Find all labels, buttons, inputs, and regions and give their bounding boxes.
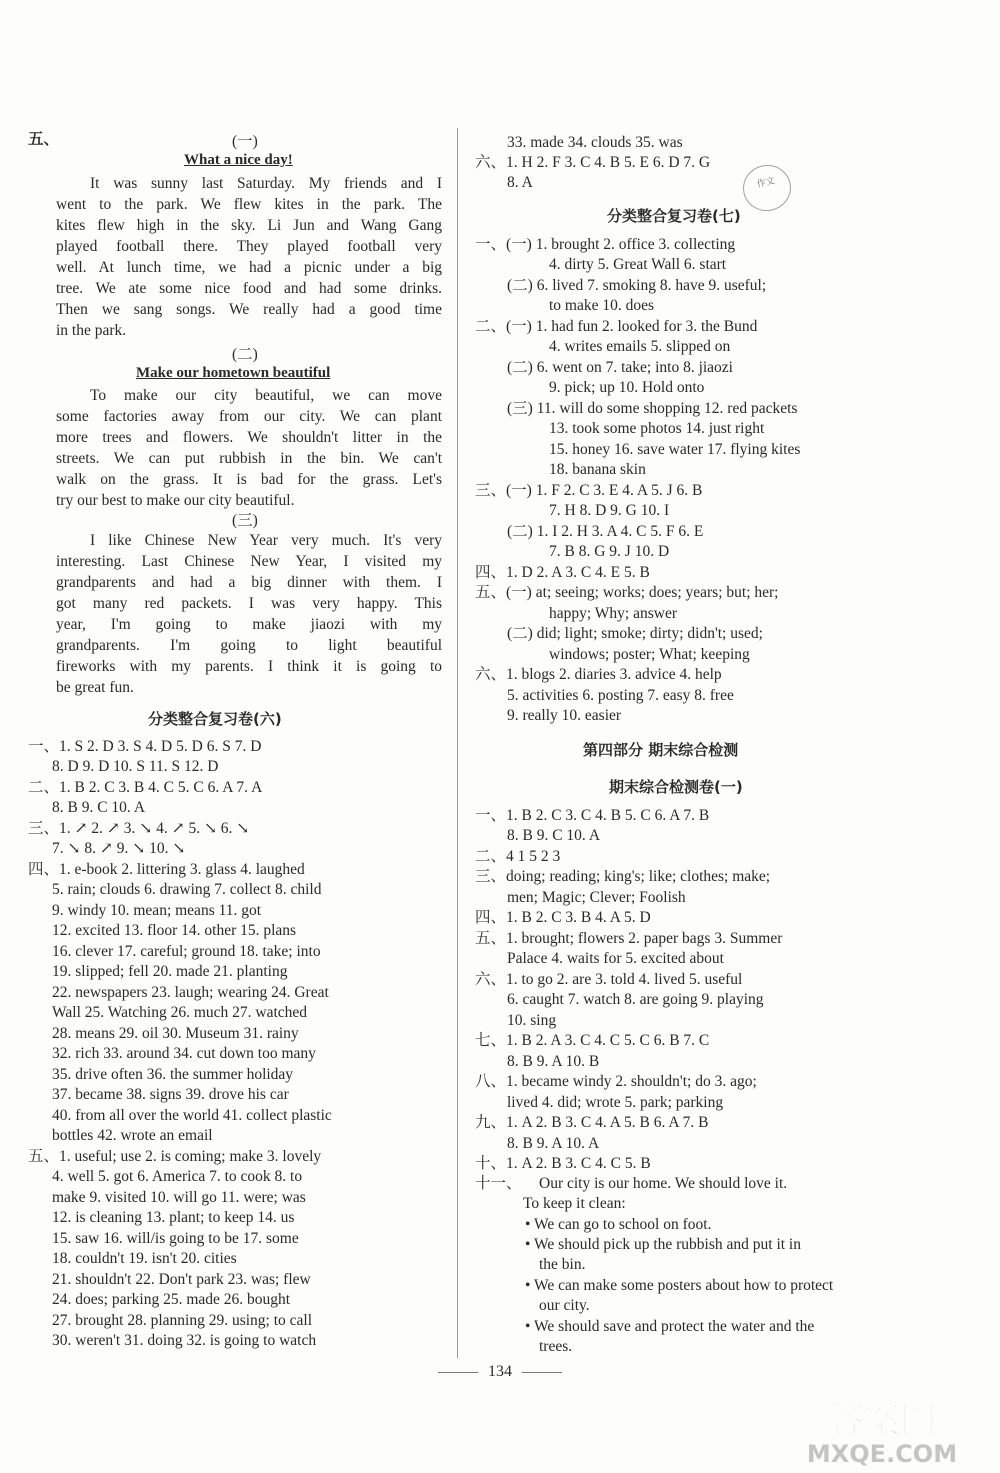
answer-line: 三、(一) 1. F 2. C 3. E 4. A 5. J 6. B (475, 482, 703, 499)
answer-line: 13. took some photos 14. just right (549, 420, 765, 437)
answer-line: 12. is cleaning 13. plant; to keep 14. us (52, 1209, 295, 1226)
q11-line: our city. (539, 1297, 590, 1314)
answer-line: bottles 42. wrote an email (52, 1127, 213, 1144)
ink-stamp: 作文 (739, 161, 796, 216)
essay-line: It was sunny last Saturday. My friends and I (90, 175, 442, 192)
answer-line: 21. shouldn't 22. Don't park 23. was; flew (52, 1271, 311, 1288)
answer-line: 4. writes emails 5. slipped on (549, 338, 731, 355)
watermark-bottom-text: MXQE.COM (806, 1440, 958, 1468)
answer-line: (二) 1. I 2. H 3. A 4. C 5. F 6. E (507, 523, 704, 540)
essay-line: more trees and flowers. We shouldn't litter in the (56, 429, 442, 446)
answer-line: 33. made 34. clouds 35. was (507, 134, 683, 151)
answer-line: men; Magic; Clever; Foolish (507, 889, 686, 906)
essay-line: kites flew high in the sky. Li Jun and Wang Gang (56, 217, 442, 234)
answer-line: 一、1. B 2. C 3. C 4. B 5. C 6. A 7. B (475, 807, 710, 824)
answer-line: 二、(一) 1. had fun 2. looked for 3. the Bund (475, 318, 758, 335)
essay-line: some factories away from our city. We can plant (56, 408, 442, 425)
answer-line: 37. became 38. signs 39. drove his car (52, 1086, 289, 1103)
essay-3-number: (三) (232, 512, 258, 529)
answer-line: 8. B 9. C 10. A (507, 827, 601, 844)
essay-1-title: What a nice day! (184, 152, 293, 168)
answer-line: 9. windy 10. mean; means 11. got (52, 902, 262, 919)
essay-line: well. At lunch time, we had a picnic under a big (56, 259, 442, 276)
page-number-dash-left (438, 1372, 478, 1373)
essay-line: To make our city beautiful, we can move (90, 387, 442, 404)
answer-line: 6. caught 7. watch 8. are going 9. playing (507, 991, 764, 1008)
answer-line: 8. B 9. C 10. A (52, 799, 146, 816)
section-5-label: 五、 (28, 131, 60, 148)
part-4-title: 第四部分 期末综合检测 (583, 741, 739, 759)
test-6-title: 分类整合复习卷(六) (148, 710, 282, 728)
essay-line: streets. We can put rubbish in the bin. We can't (56, 450, 442, 467)
essay-line: be great fun. (56, 679, 134, 696)
question-11-label: 十一、 (475, 1175, 522, 1192)
essay-line: interesting. Last Chinese New Year, I visited my (56, 553, 442, 570)
answer-line: 9. pick; up 10. Hold onto (549, 379, 705, 396)
answer-line: 三、1. ↗ 2. ↗ 3. ↘ 4. ↗ 5. ↘ 6. ↘ (28, 820, 250, 837)
answer-line: 8. A (507, 174, 533, 191)
answer-line: 一、(一) 1. brought 2. office 3. collecting (475, 236, 736, 253)
answer-line: 九、1. A 2. B 3. C 4. A 5. B 6. A 7. B (475, 1114, 709, 1131)
answer-line: 18. couldn't 19. isn't 20. cities (52, 1250, 237, 1267)
answer-line: 40. from all over the world 41. collect plastic (52, 1107, 332, 1124)
answer-line: 15. saw 16. will/is going to be 17. some (52, 1230, 299, 1247)
q11-bullet: • We should save and protect the water and the (525, 1317, 814, 1337)
answer-line: 30. weren't 31. doing 32. is going to watch (52, 1332, 317, 1349)
answer-line: 八、1. became windy 2. shouldn't; do 3. ago; (475, 1073, 757, 1090)
answer-line: to make 10. does (549, 297, 655, 314)
answer-line: (二) 6. went on 7. take; into 8. jiaozi (507, 359, 733, 376)
answer-line: 9. really 10. easier (507, 707, 622, 724)
site-watermark-logo (772, 1392, 992, 1468)
q11-bullet: • We can go to school on foot. (525, 1215, 711, 1235)
q11-bullet: • We should pick up the rubbish and put it in (525, 1235, 801, 1255)
q11-line: To keep it clean: (523, 1195, 626, 1212)
essay-line: I like Chinese New Year very much. It's very (90, 532, 442, 549)
essay-line: went to the park. We flew kites in the park. The (56, 196, 442, 213)
essay-line: grandparents. I'm going to light beautiful (56, 637, 442, 654)
essay-line: try our best to make our city beautiful. (56, 492, 295, 509)
answer-line: 7. H 8. D 9. G 10. I (549, 502, 670, 519)
answer-line: 8. D 9. D 10. S 11. S 12. D (52, 758, 219, 775)
answer-line: 18. banana skin (549, 461, 646, 478)
answer-line: 8. B 9. A 10. B (507, 1053, 600, 1070)
answer-line: lived 4. did; wrote 5. park; parking (507, 1094, 724, 1111)
answer-line: 四、1. B 2. C 3. B 4. A 5. D (475, 909, 651, 926)
answer-line: (二) did; light; smoke; dirty; didn't; used; (507, 625, 763, 642)
answer-line: 七、1. B 2. A 3. C 4. C 5. C 6. B 7. C (475, 1032, 710, 1049)
essay-line: Then we sang songs. We really had a good time (56, 301, 442, 318)
answer-line: (二) 6. lived 7. smoking 8. have 9. useful; (507, 277, 767, 294)
answer-line: 4. dirty 5. Great Wall 6. start (549, 256, 727, 273)
answer-line: 4. well 5. got 6. America 7. to cook 8. to (52, 1168, 303, 1185)
answer-line: 7. B 8. G 9. J 10. D (549, 543, 670, 560)
essay-line: grandparents and had a big dinner with them. I (56, 574, 442, 591)
page-number: 134 (488, 1363, 512, 1380)
final-test-1-title: 期末综合检测卷(一) (609, 778, 743, 796)
q11-line: trees. (539, 1338, 573, 1355)
answer-line: 10. sing (507, 1012, 557, 1029)
answer-line: 12. excited 13. floor 14. other 15. plans (52, 922, 297, 939)
answer-line: 32. rich 33. around 34. cut down too many (52, 1045, 316, 1062)
answer-line: 24. does; parking 25. made 26. bought (52, 1291, 291, 1308)
answer-line: Palace 4. waits for 5. excited about (507, 950, 724, 967)
essay-line: walk on the grass. It is bad for the grass. Let's (56, 471, 442, 488)
answer-line: 六、1. to go 2. are 3. told 4. lived 5. useful (475, 971, 743, 988)
q11-line: the bin. (539, 1256, 586, 1273)
answer-line: windows; poster; What; keeping (549, 646, 750, 663)
answer-line: 5. activities 6. posting 7. easy 8. free (507, 687, 734, 704)
essay-line: tree. We ate some nice food and had some drinks. (56, 280, 442, 297)
essay-2-number: (二) (232, 346, 258, 363)
answer-line: (三) 11. will do some shopping 12. red packets (507, 400, 798, 417)
page-number-dash-right (522, 1372, 562, 1373)
column-divider (457, 128, 458, 1358)
answer-line: 六、1. blogs 2. diaries 3. advice 4. help (475, 666, 722, 683)
q11-bullet: • We can make some posters about how to protect (525, 1276, 833, 1296)
answer-line: 22. newspapers 23. laugh; wearing 24. Great (52, 984, 329, 1001)
answer-line: 28. means 29. oil 30. Museum 31. rainy (52, 1025, 299, 1042)
answer-line: 三、doing; reading; king's; like; clothes; make; (475, 868, 771, 885)
answer-line: Wall 25. Watching 26. much 27. watched (52, 1004, 308, 1021)
essay-line: fireworks with my parents. I think it is going to (56, 658, 442, 675)
answer-line: 5. rain; clouds 6. drawing 7. collect 8. child (52, 881, 322, 898)
essay-line: in the park. (56, 322, 127, 339)
answer-line: 27. brought 28. planning 29. using; to call (52, 1312, 313, 1329)
answer-line: 二、1. B 2. C 3. B 4. C 5. C 6. A 7. A (28, 779, 263, 796)
essay-line: got many red packets. I was very happy. This (56, 595, 442, 612)
answer-line: 一、1. S 2. D 3. S 4. D 5. D 6. S 7. D (28, 738, 262, 755)
essay-2-title: Make our hometown beautiful (136, 365, 331, 381)
answer-line: happy; Why; answer (549, 605, 677, 622)
answer-line: 十、1. A 2. B 3. C 4. C 5. B (475, 1155, 651, 1172)
answer-line: 四、1. D 2. A 3. C 4. E 5. B (475, 564, 650, 581)
answer-line: 7. ↘ 8. ↗ 9. ↘ 10. ↘ (52, 840, 186, 857)
answer-line: 二、4 1 5 2 3 (475, 848, 561, 865)
essay-line: year, I'm going to make jiaozi with my (56, 616, 442, 633)
watermark-top-text: 答案圈 (827, 1400, 937, 1441)
q11-line: Our city is our home. We should love it. (539, 1175, 788, 1192)
answer-line: 19. slipped; fell 20. made 21. planting (52, 963, 288, 980)
test-7-title: 分类整合复习卷(七) (607, 207, 741, 225)
answer-line: 16. clever 17. careful; ground 18. take; into (52, 943, 321, 960)
answer-line: 四、1. e-book 2. littering 3. glass 4. laughed (28, 861, 305, 878)
answer-line: 15. honey 16. save water 17. flying kites (549, 441, 801, 458)
essay-line: played football there. They played football very (56, 238, 442, 255)
answer-line: 五、(一) at; seeing; works; does; years; but; her; (475, 584, 779, 601)
essay-1-number: (一) (232, 133, 258, 150)
answer-line: 8. B 9. A 10. A (507, 1135, 600, 1152)
answer-line: 六、1. H 2. F 3. C 4. B 5. E 6. D 7. G (475, 154, 711, 171)
answer-line: 五、1. useful; use 2. is coming; make 3. lovely (28, 1148, 322, 1165)
answer-line: make 9. visited 10. will go 11. were; was (52, 1189, 306, 1206)
page-number-row (0, 1363, 1000, 1381)
answer-line: 35. drive often 36. the summer holiday (52, 1066, 294, 1083)
answer-line: 五、1. brought; flowers 2. paper bags 3. Summer (475, 930, 783, 947)
